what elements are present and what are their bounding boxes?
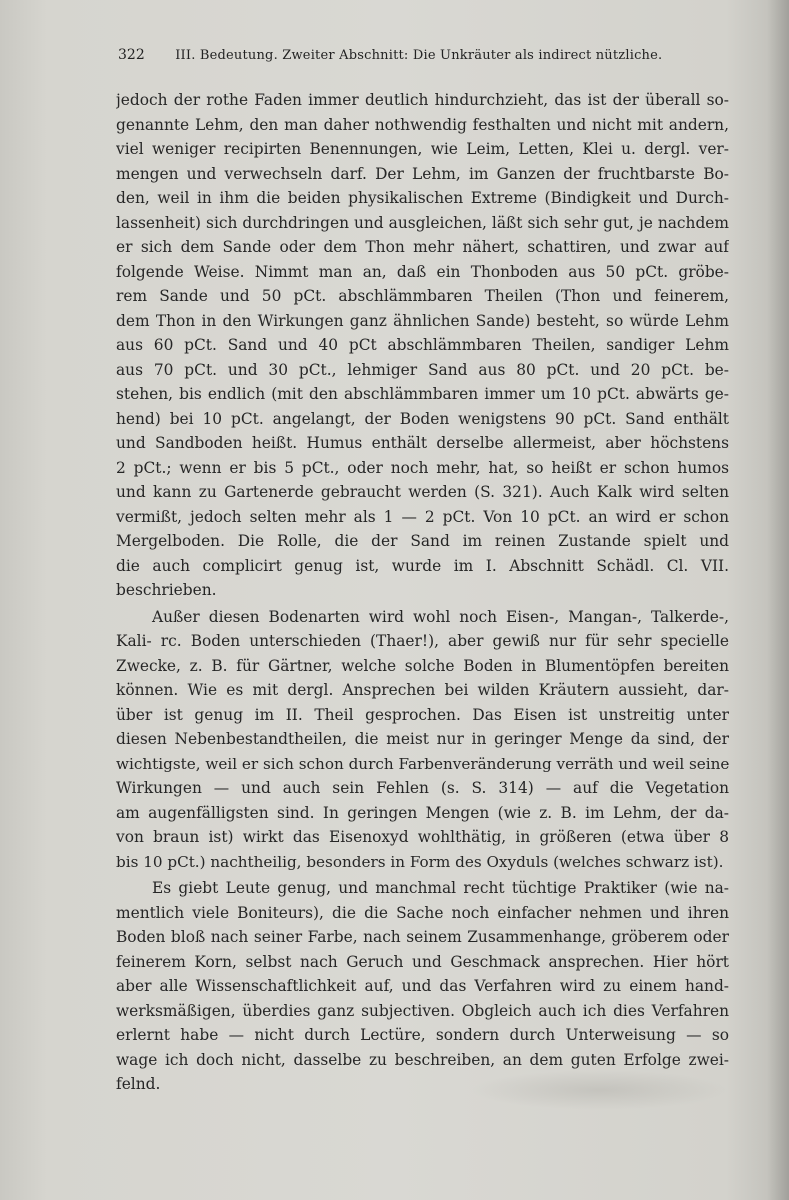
text-line: stehen, bis endlich (mit den abschlämmbaren immer um 10 pCt. abwärts ge- <box>116 385 729 403</box>
text-line: können. Wie es mit dergl. Ansprechen bei wilden Kräutern aussieht, dar- <box>116 681 729 699</box>
text-line: jedoch der rothe Faden immer deutlich hindurchzieht, das ist der überall so- <box>116 91 729 109</box>
text-line: rem Sande und 50 pCt. abschlämmbaren Theilen (Thon und feinerem, <box>116 287 729 305</box>
text-line: 2 pCt.; wenn er bis 5 pCt., oder noch mehr, hat, so heißt er schon humos <box>116 458 729 477</box>
text-line: am augenfälligsten sind. In geringen Mengen (wie z. B. im Lehm, der da- <box>116 803 729 822</box>
running-title: III. Bedeutung. Zweiter Abschnitt: Die Unkräuter als indirect nützliche. <box>175 48 663 63</box>
text-line: mentlich viele Boniteurs), die die Sache noch einfacher nehmen und ihren <box>116 903 729 922</box>
text-line: erlernt habe — nicht durch Lectüre, sondern durch Unterweisung — so <box>116 1026 729 1044</box>
text-line: aber alle Wissenschaftlichkeit auf, und das Verfahren wird zu einem hand- <box>116 977 729 995</box>
text-line: genannte Lehm, den man daher nothwendig festhalten und nicht mit andern, <box>116 115 729 134</box>
text-line: dem Thon in den Wirkungen ganz ähnlichen Sande) besteht, so würde Lehm <box>116 311 729 330</box>
text-line: wichtigste, weil er sich schon durch Farbenveränderung verräth und weil seine <box>116 754 729 773</box>
page-number: 322 <box>118 47 145 63</box>
text-line: wage ich doch nicht, dasselbe zu beschreiben, an dem guten Erfolge zwei- <box>116 1050 729 1069</box>
text-line: aus 60 pCt. Sand und 40 pCt abschlämmbaren Theilen, sandiger Lehm <box>116 336 729 354</box>
text-line: vermißt, jedoch selten mehr als 1 — 2 pCt. Von 10 pCt. an wird er schon <box>116 507 729 526</box>
text-line: über ist genug im II. Theil gesprochen. Das Eisen ist unstreitig unter <box>116 705 729 724</box>
running-header <box>118 47 678 69</box>
text-line: er sich dem Sande oder dem Thon mehr nähert, schattiren, und zwar auf <box>116 238 729 256</box>
text-line: Zwecke, z. B. für Gärtner, welche solche Boden in Blumentöpfen bereiten <box>116 656 729 675</box>
text-line: werksmäßigen, überdies ganz subjectiven. Obgleich auch ich dies Verfahren <box>116 1001 729 1020</box>
text-line: den, weil in ihm die beiden physikalischen Extreme (Bindigkeit und Durch- <box>116 189 729 207</box>
text-line: und Sandboden heißt. Humus enthält derselbe allermeist, aber höchstens <box>116 434 729 452</box>
text-line: Boden bloß nach seiner Farbe, nach seinem Zusammenhange, gröberem oder <box>116 928 729 946</box>
text-line: lassenheit) sich durchdringen und ausgleichen, läßt sich sehr gut, je nachdem <box>116 213 729 232</box>
text-line: Außer diesen Bodenarten wird wohl noch Eisen-, Mangan-, Talkerde-, <box>152 607 729 626</box>
text-line: Mergelboden. Die Rolle, die der Sand im reinen Zustande spielt und <box>116 532 729 550</box>
text-line: und kann zu Gartenerde gebraucht werden (S. 321). Auch Kalk wird selten <box>116 483 729 501</box>
paragraph-1 <box>116 88 729 603</box>
text-line: felnd. <box>116 1075 161 1093</box>
text-line: Wirkungen — und auch sein Fehlen (s. S. 314) — auf die Vegetation <box>116 779 729 797</box>
text-line: Es giebt Leute genug, und manchmal recht tüchtige Praktiker (wie na- <box>152 879 729 897</box>
paragraph-3 <box>116 876 729 1097</box>
text-line: aus 70 pCt. und 30 pCt., lehmiger Sand aus 80 pCt. und 20 pCt. be- <box>116 360 729 379</box>
text-line: beschrieben. <box>116 581 217 599</box>
text-line: Kali- rc. Boden unterschieden (Thaer!), aber gewiß nur für sehr specielle <box>116 632 729 650</box>
text-line: folgende Weise. Nimmt man an, daß ein Thonboden aus 50 pCt. gröbe- <box>116 262 729 281</box>
text-line: viel weniger recipirten Benennungen, wie Leim, Letten, Klei u. dergl. ver- <box>116 140 729 158</box>
body-text <box>116 88 729 1097</box>
page-edge-shadow <box>767 0 789 1200</box>
text-line: bis 10 pCt.) nachtheilig, besonders in Form des Oxyduls (welches schwarz ist). <box>116 852 724 871</box>
text-line: die auch complicirt genug ist, wurde im I. Abschnitt Schädl. Cl. VII. <box>116 556 729 575</box>
show-through-smudge <box>470 1070 730 1110</box>
text-line: feinerem Korn, selbst nach Geruch und Geschmack ansprechen. Hier hört <box>116 952 729 971</box>
paragraph-2 <box>116 605 729 875</box>
text-line: von braun ist) wirkt das Eisenoxyd wohlthätig, in größeren (etwa über 8 <box>116 828 729 846</box>
text-line: mengen und verwechseln darf. Der Lehm, im Ganzen der fruchtbarste Bo- <box>116 164 729 183</box>
text-line: hend) bei 10 pCt. angelangt, der Boden wenigstens 90 pCt. Sand enthält <box>116 409 729 428</box>
text-line: diesen Nebenbestandtheilen, die meist nur in geringer Menge da sind, der <box>116 730 729 748</box>
